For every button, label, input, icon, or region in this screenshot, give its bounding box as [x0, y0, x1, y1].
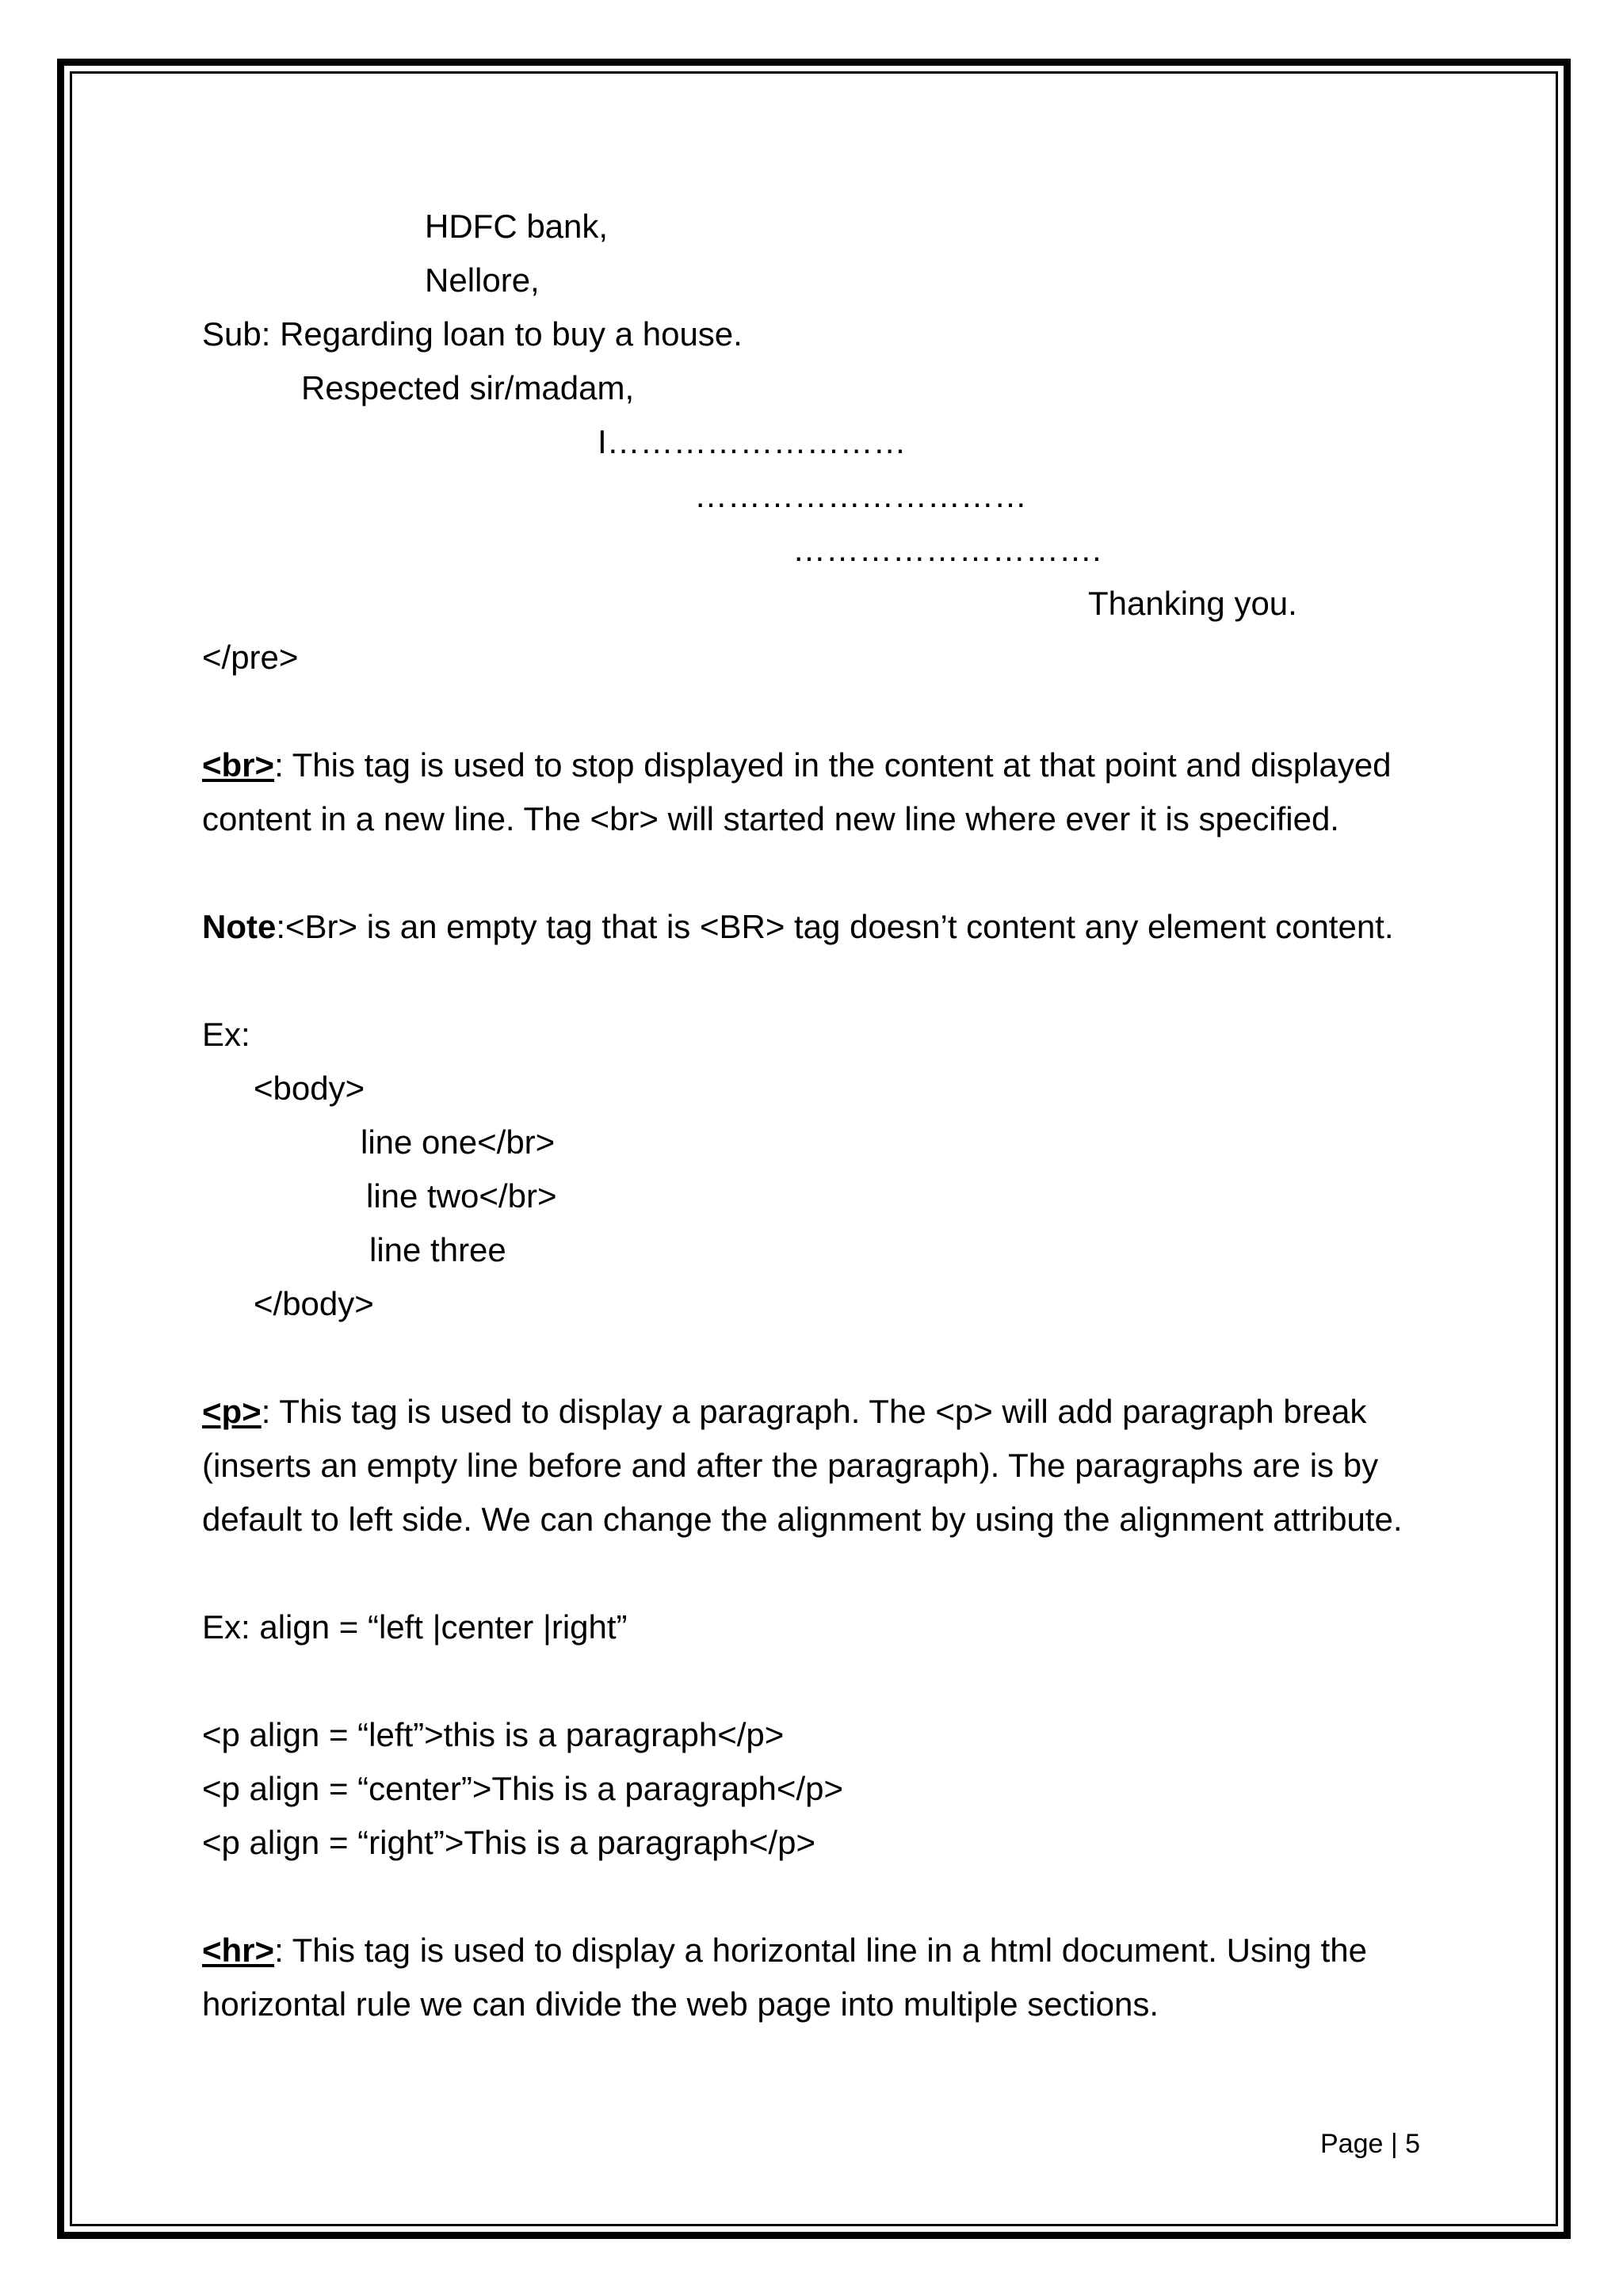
hr-description-line-1: [202, 1932, 1367, 1970]
letter-body-line-3: ……………………….: [792, 531, 1102, 568]
br-description-line-1: [202, 746, 1392, 784]
p-align-syntax: Ex: align = “left |center |right”: [202, 1608, 628, 1646]
p-description-text-1: : This tag is used to display a paragraph. The <p> will add paragraph break: [261, 1393, 1367, 1430]
hr-tag-heading: <hr>: [202, 1932, 275, 1969]
p-description-line-1: [202, 1393, 1366, 1431]
note-label: Note: [202, 908, 277, 945]
letter-closing: Thanking you.: [1088, 585, 1297, 622]
br-tag-heading: <br>: [202, 746, 275, 784]
p-description-line-2: (inserts an empty line before and after the paragraph). The paragraphs are is by: [202, 1447, 1379, 1484]
br-example-line-two: line two</br>: [366, 1177, 557, 1215]
letter-subject: Sub: Regarding loan to buy a house.: [202, 315, 743, 353]
br-example-line-one: line one</br>: [361, 1123, 556, 1161]
note-text: :<Br> is an empty tag that is <BR> tag doesn’t content any element content.: [276, 908, 1394, 945]
hr-description-text-1: : This tag is used to display a horizontal line in a html document. Using the: [274, 1932, 1368, 1969]
hr-description-line-2: horizontal rule we can divide the web page into multiple sections.: [202, 1985, 1159, 2023]
br-description-text-1: : This tag is used to stop displayed in the content at that point and displayed: [274, 746, 1392, 784]
letter-body-line-1: I………………………: [598, 423, 907, 460]
p-description-line-3: default to left side. We can change the alignment by using the alignment attribute.: [202, 1501, 1403, 1538]
note-line: [202, 908, 1394, 946]
page-number-footer: Page | 5: [1320, 2129, 1421, 2159]
p-example-center: <p align = “center”>This is a paragraph</p>: [202, 1770, 843, 1807]
letter-city: Nellore,: [425, 261, 540, 299]
letter-body-line-2: …………………………: [694, 477, 1027, 514]
br-example-label: Ex:: [202, 1016, 250, 1053]
br-example-open-body: <body>: [254, 1070, 365, 1107]
p-example-left: <p align = “left”>this is a paragraph</p>: [202, 1716, 785, 1753]
letter-bank: HDFC bank,: [425, 208, 609, 245]
letter-salutation: Respected sir/madam,: [301, 369, 635, 406]
br-example-close-body: </body>: [254, 1285, 374, 1322]
pre-close-tag: </pre>: [202, 639, 299, 676]
br-description-line-2: content in a new line. The <br> will started new line where ever it is specified.: [202, 800, 1339, 837]
p-tag-heading: <p>: [202, 1393, 262, 1430]
br-example-line-three: line three: [369, 1231, 506, 1268]
p-example-right: <p align = “right”>This is a paragraph</p>: [202, 1824, 815, 1861]
page-border-inner: [70, 71, 1558, 2226]
